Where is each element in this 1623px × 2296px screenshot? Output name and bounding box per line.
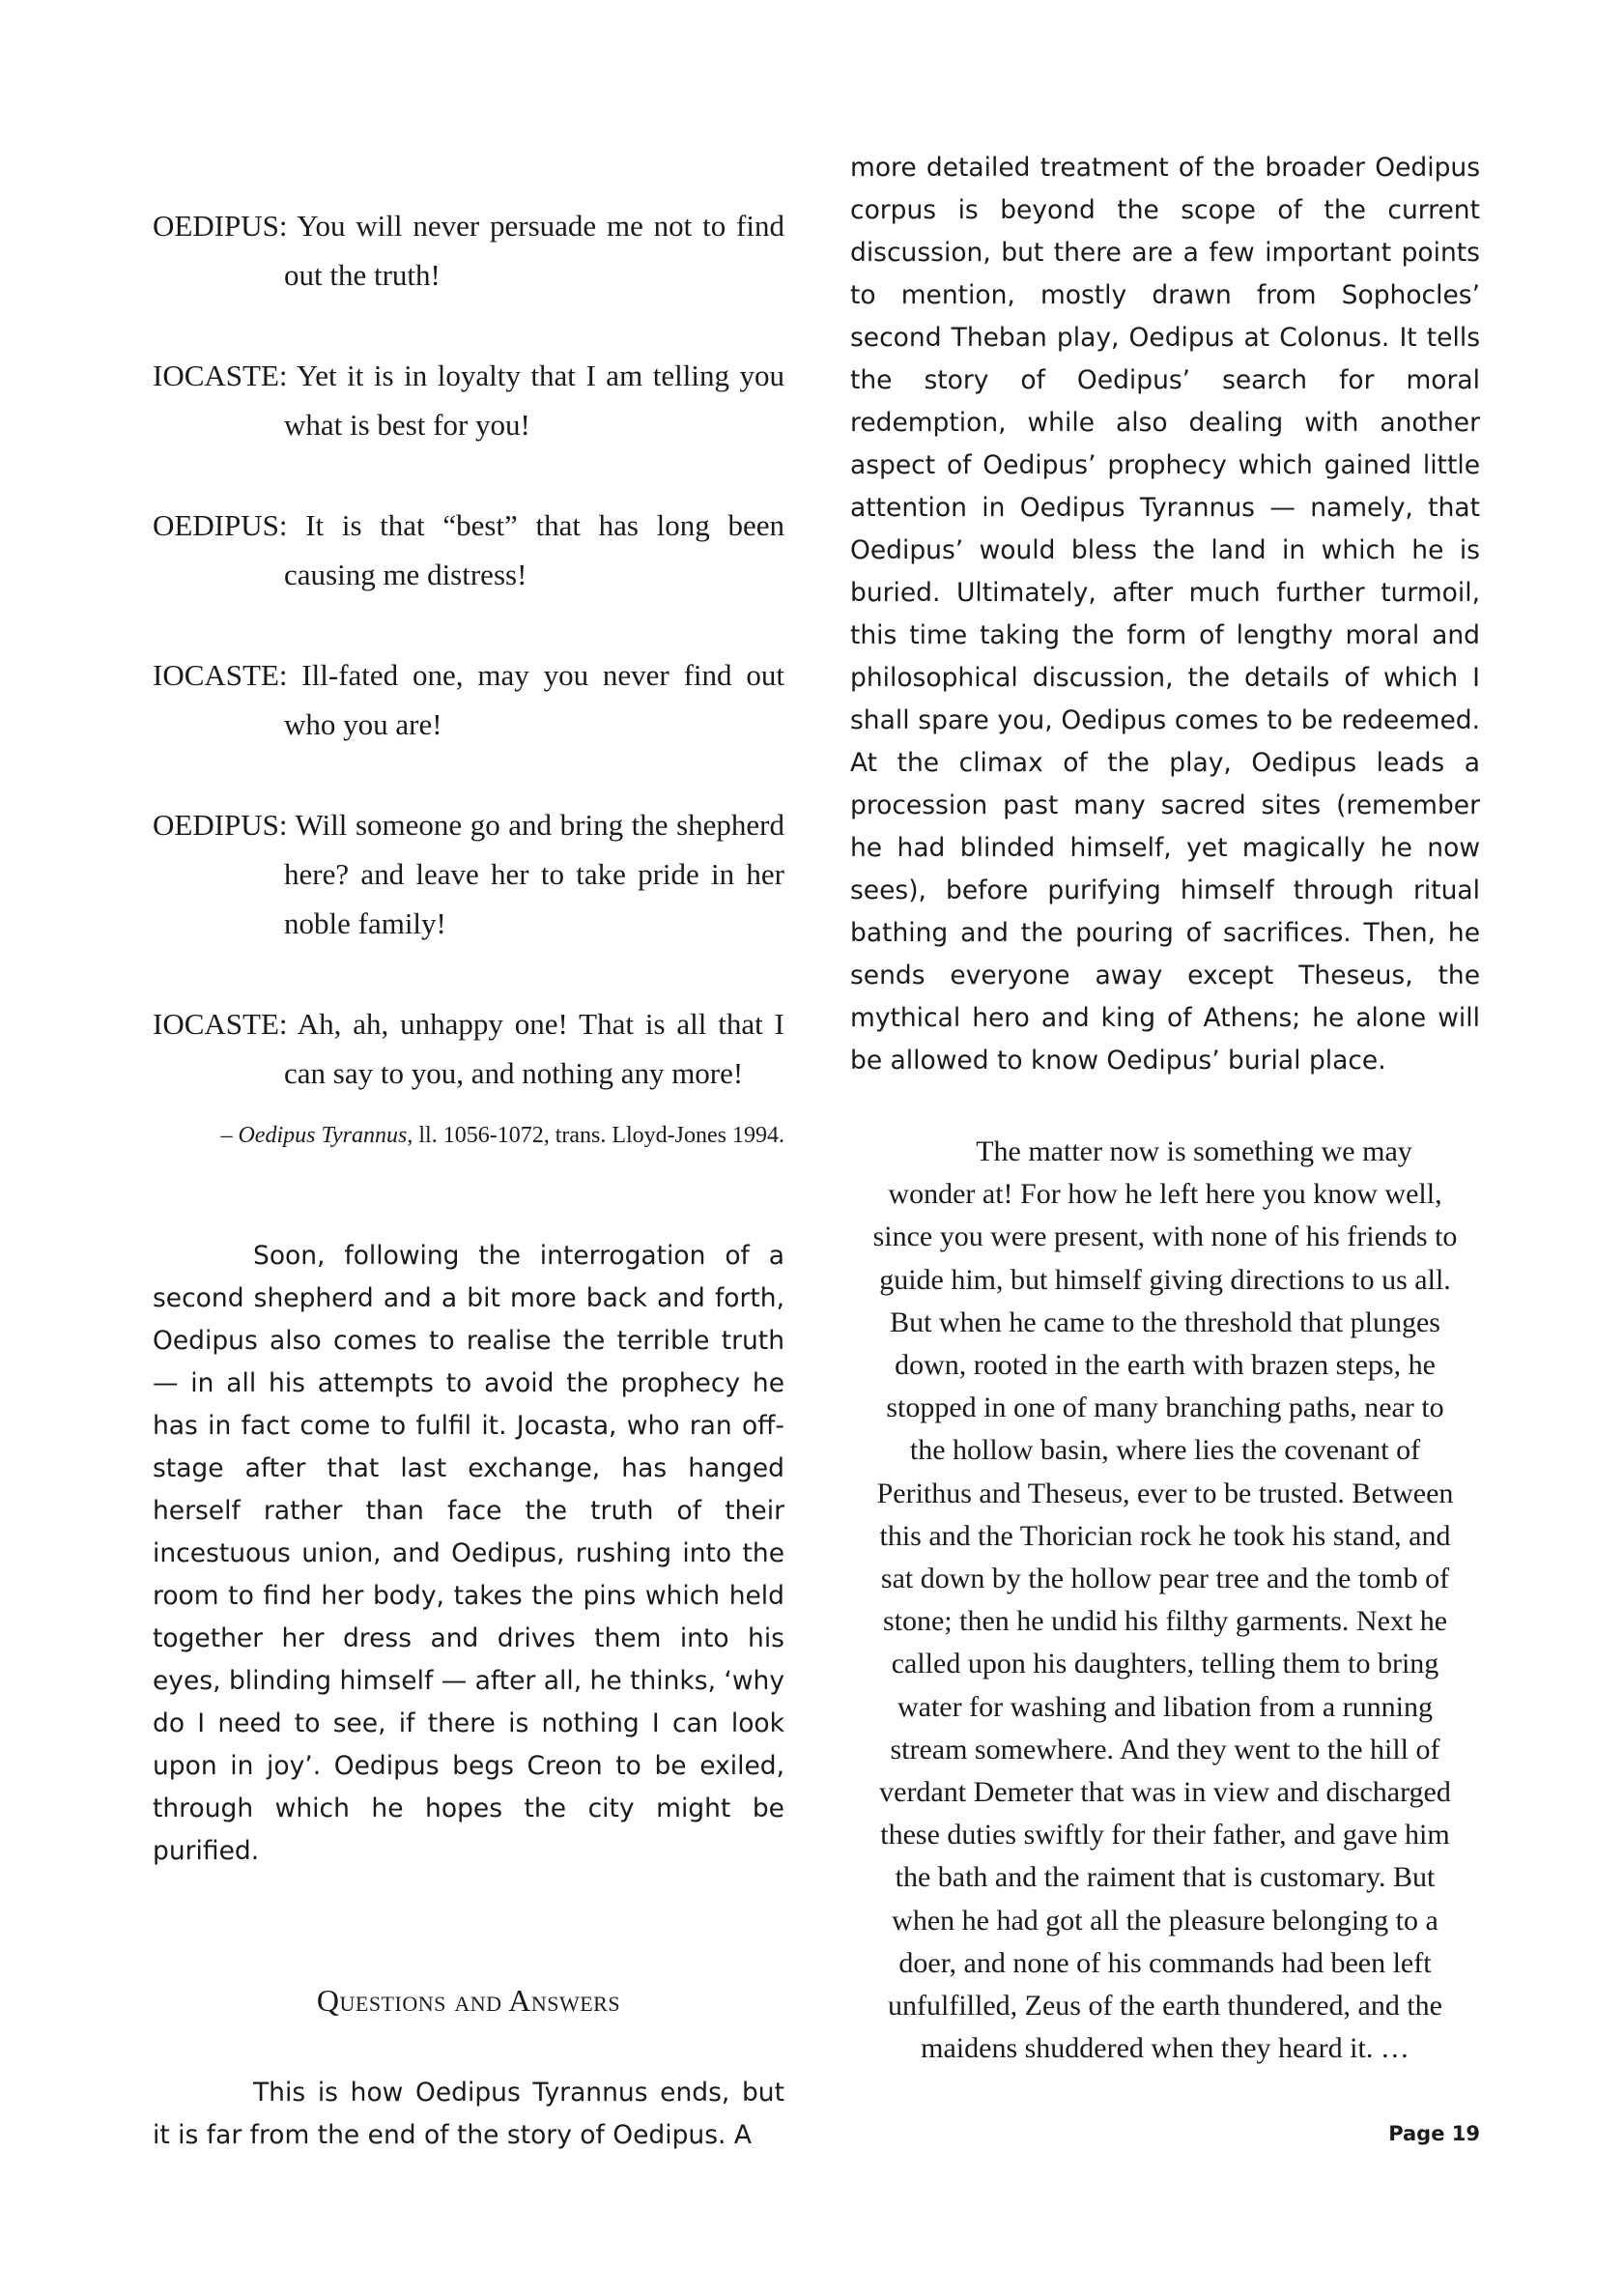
dialogue-line: [153, 650, 784, 749]
dialogue-citation: [153, 1121, 784, 1150]
quote-line: this and the Thorician rock he took his stand, and: [879, 1519, 1451, 1552]
page-number: Page 19: [1388, 2122, 1480, 2145]
citation-title: Oedipus Tyrannus: [238, 1123, 408, 1148]
quote-line: these duties swiftly for their father, and gave him: [880, 1819, 1450, 1851]
quote-line: sat down by the hollow pear tree and the tomb of: [880, 1563, 1450, 1595]
speech-text: Yet it is in loyalty that I am telling you what is best for you!: [284, 359, 784, 442]
quote-line: Perithus and Theseus, ever to be trusted. Between: [876, 1477, 1454, 1509]
quote-line: maidens shuddered when they heard it. …: [921, 2032, 1409, 2065]
play-dialogue: [153, 201, 784, 1149]
quote-line: stone; then he undid his filthy garments. Next he: [882, 1605, 1448, 1638]
quote-line: water for washing and libation from a running: [897, 1690, 1434, 1723]
speech-text: Will someone go and bring the shepherd here? and leave her to take pride in her noble family!: [284, 808, 784, 940]
dialogue-line: [153, 351, 784, 449]
section-heading: Questions and Answers: [316, 1983, 621, 2018]
quote-line: wonder at! For how he left here you know well,: [888, 1178, 1442, 1211]
speaker-name: OEDIPUS:: [153, 808, 288, 842]
speech-text: Ill-fated one, may you never find out who you are!: [284, 658, 784, 741]
speaker-name: OEDIPUS:: [153, 508, 288, 542]
dialogue-line: [153, 999, 784, 1098]
speaker-name: IOCASTE:: [153, 1007, 288, 1041]
speaker-name: IOCASTE:: [153, 359, 288, 392]
speech-text: Ah, ah, unhappy one! That is all that I can say to you, and nothing any more!: [284, 1007, 784, 1090]
citation-details: , ll. 1056-1072, trans. Lloyd-Jones 1994.: [407, 1123, 784, 1148]
speech-text: It is that “best” that has long been causing me distress!: [284, 508, 784, 591]
citation-dash: –: [220, 1123, 233, 1148]
block-quote: [850, 1131, 1480, 2070]
paragraph-continued: more detailed treatment of the broader Oedipus corpus is beyond the scope of the current discussion, but there are a few important points to mention, mostly drawn from Sophocles’ second Theban play, Oedipus at Colonus. It tells the story of Oedipus’ search for moral redemption, while also dealing with another aspect of Oedipus’ prophecy which gained little attention in Oedipus Tyrannus — namely, that Oedipus’ would bless the land in which he is buried. Ultimately, after much further turmoil, this time taking the form of lengthy moral and philosophical discussion, the details of which I shall spare you, Oedipus comes to be redeemed. At the climax of the play, Oedipus leads a procession past many sacred sites (remember he had blinded himself, yet magically he now sees), before purifying himself through ritual bathing and the pouring of sacrifices. Then, he sends everyone away except Theseus, the mythical hero and king of Athens; he alone will be allowed to know Oedipus’ burial place.: [850, 153, 1480, 1076]
quote-line: But when he came to the threshold that plunges: [890, 1306, 1440, 1338]
dialogue-line: [153, 501, 784, 599]
quote-line: since you were present, with none of his friends to: [872, 1220, 1458, 1253]
dialogue-line: [153, 201, 784, 300]
quote-line: called upon his daughters, telling them to bring: [891, 1648, 1439, 1680]
quote-line: down, rooted in the earth with brazen steps, he: [895, 1349, 1436, 1382]
paragraph-this-is: This is how Oedipus Tyrannus ends, but it is far from the end of the story of Oedipus. A: [153, 2078, 784, 2150]
quote-line: verdant Demeter that was in view and discharged: [879, 1776, 1451, 1809]
quote-line: unfulfilled, Zeus of the earth thundered, and the: [888, 1990, 1442, 2023]
speech-text: You will never persuade me not to find out the truth!: [284, 209, 784, 292]
quote-line: stream somewhere. And they went to the hill of: [890, 1733, 1440, 1765]
quote-line: when he had got all the pleasure belonging to a: [892, 1904, 1438, 1937]
quote-line: doer, and none of his commands had been left: [898, 1946, 1432, 1979]
quote-line: guide him, but himself giving directions to us all.: [879, 1263, 1451, 1296]
speaker-name: OEDIPUS:: [153, 209, 288, 243]
quote-line: the bath and the raiment that is customary. But: [895, 1861, 1436, 1894]
dialogue-line: [153, 800, 784, 948]
quote-line: stopped in one of many branching paths, near to: [886, 1392, 1444, 1424]
speaker-name: IOCASTE:: [153, 658, 288, 692]
quote-line: The matter now is something we may: [976, 1135, 1412, 1167]
quote-line: the hollow basin, where lies the covenant of: [909, 1434, 1421, 1467]
paragraph-soon: Soon, following the interrogation of a second shepherd and a bit more back and forth, Oedipus also comes to realise the terrible truth — in all his attempts to avoid the prophecy he has in fact come to fulfil it. Jocasta, who ran off-stage after that last exchange, has hanged herself rather than face the truth of their incestuous union, and Oedipus, rushing into the room to find her body, takes the pins which held together her dress and drives them into his eyes, blinding himself — after all, he thinks, ‘why do I need to see, if there is nothing I can look upon in joy’. Oedipus begs Creon to be exiled, through which he hopes the city might be purified.: [153, 1241, 784, 1866]
